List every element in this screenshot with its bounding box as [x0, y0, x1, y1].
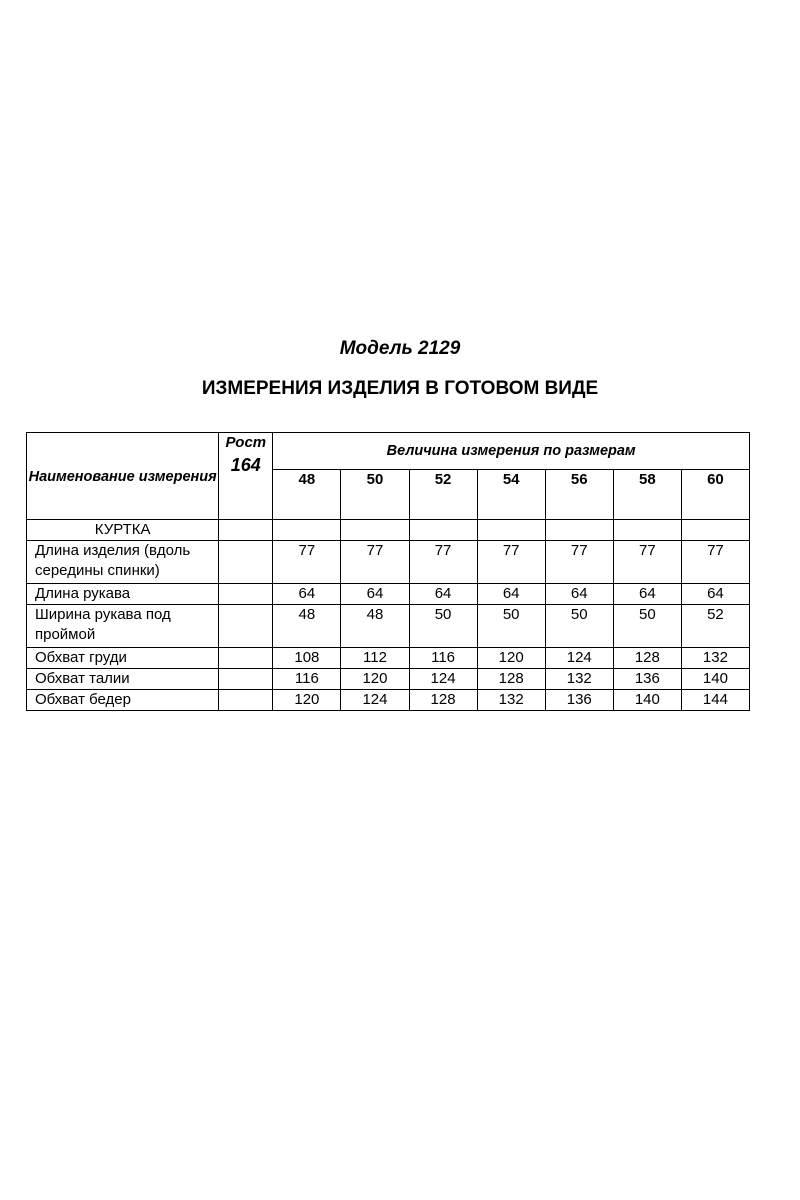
value-cell: 124 — [409, 669, 477, 690]
row-label: Обхват талии — [27, 669, 219, 690]
empty-cell — [341, 520, 409, 541]
row-height-cell — [219, 669, 273, 690]
value-cell: 64 — [341, 584, 409, 605]
row-label: Длина рукава — [27, 584, 219, 605]
value-cell: 136 — [613, 669, 681, 690]
size-header-cell: 60 — [681, 470, 749, 520]
value-cell: 140 — [681, 669, 749, 690]
empty-cell — [545, 520, 613, 541]
value-cell: 50 — [613, 605, 681, 648]
measurement-table — [26, 432, 750, 711]
value-cell: 50 — [409, 605, 477, 648]
empty-cell — [477, 520, 545, 541]
empty-cell — [681, 520, 749, 541]
value-cell: 77 — [341, 541, 409, 584]
value-cell: 50 — [477, 605, 545, 648]
empty-cell — [219, 520, 273, 541]
row-height-cell — [219, 541, 273, 584]
section-label: КУРТКА — [27, 520, 219, 541]
table-row — [27, 669, 750, 690]
value-cell: 77 — [477, 541, 545, 584]
size-header-cell: 54 — [477, 470, 545, 520]
row-height-cell — [219, 584, 273, 605]
row-label: Обхват бедер — [27, 690, 219, 711]
value-cell: 116 — [409, 648, 477, 669]
value-cell: 77 — [681, 541, 749, 584]
row-label: Обхват груди — [27, 648, 219, 669]
size-header-cell: 48 — [273, 470, 341, 520]
empty-cell — [273, 520, 341, 541]
value-cell: 64 — [681, 584, 749, 605]
value-cell: 136 — [545, 690, 613, 711]
value-cell: 48 — [341, 605, 409, 648]
value-cell: 132 — [681, 648, 749, 669]
size-header-cell: 56 — [545, 470, 613, 520]
value-cell: 52 — [681, 605, 749, 648]
size-header-cell: 58 — [613, 470, 681, 520]
empty-cell — [613, 520, 681, 541]
value-cell: 64 — [545, 584, 613, 605]
row-label: Длина изделия (вдоль середины спинки) — [27, 541, 219, 584]
value-cell: 64 — [273, 584, 341, 605]
table-row — [27, 605, 750, 648]
value-cell: 140 — [613, 690, 681, 711]
row-height-cell — [219, 605, 273, 648]
empty-cell — [409, 520, 477, 541]
table-row — [27, 690, 750, 711]
row-height-cell — [219, 648, 273, 669]
value-cell: 120 — [273, 690, 341, 711]
value-cell: 124 — [341, 690, 409, 711]
section-row — [27, 520, 750, 541]
value-cell: 108 — [273, 648, 341, 669]
value-cell: 112 — [341, 648, 409, 669]
value-cell: 124 — [545, 648, 613, 669]
document-title: ИЗМЕРЕНИЯ ИЗДЕЛИЯ В ГОТОВОМ ВИДЕ — [201, 378, 599, 399]
value-cell: 128 — [613, 648, 681, 669]
value-cell: 64 — [477, 584, 545, 605]
header-height-label: Рост — [225, 434, 267, 451]
value-cell: 64 — [613, 584, 681, 605]
row-label: Ширина рукава под проймой — [27, 605, 219, 648]
header-measurement-name-text: Наименование измерения — [28, 469, 217, 485]
table-row — [27, 584, 750, 605]
value-cell: 77 — [545, 541, 613, 584]
table-row — [27, 648, 750, 669]
header-measurement-name — [27, 433, 219, 520]
value-cell: 48 — [273, 605, 341, 648]
model-title: Модель 2129 — [339, 338, 461, 359]
value-cell: 77 — [613, 541, 681, 584]
row-height-cell — [219, 690, 273, 711]
size-header-cell: 52 — [409, 470, 477, 520]
table-header-row — [27, 433, 750, 470]
table-row — [27, 541, 750, 584]
value-cell: 50 — [545, 605, 613, 648]
value-cell: 128 — [477, 669, 545, 690]
value-cell: 77 — [273, 541, 341, 584]
value-cell: 144 — [681, 690, 749, 711]
value-cell: 120 — [477, 648, 545, 669]
value-cell: 132 — [545, 669, 613, 690]
value-cell: 120 — [341, 669, 409, 690]
value-cell: 77 — [409, 541, 477, 584]
header-sizes-label: Величина измерения по размерам — [273, 433, 750, 470]
header-height — [219, 433, 273, 520]
value-cell: 132 — [477, 690, 545, 711]
size-header-cell: 50 — [341, 470, 409, 520]
value-cell: 116 — [273, 669, 341, 690]
value-cell: 128 — [409, 690, 477, 711]
value-cell: 64 — [409, 584, 477, 605]
header-height-value: 164 — [230, 455, 261, 475]
